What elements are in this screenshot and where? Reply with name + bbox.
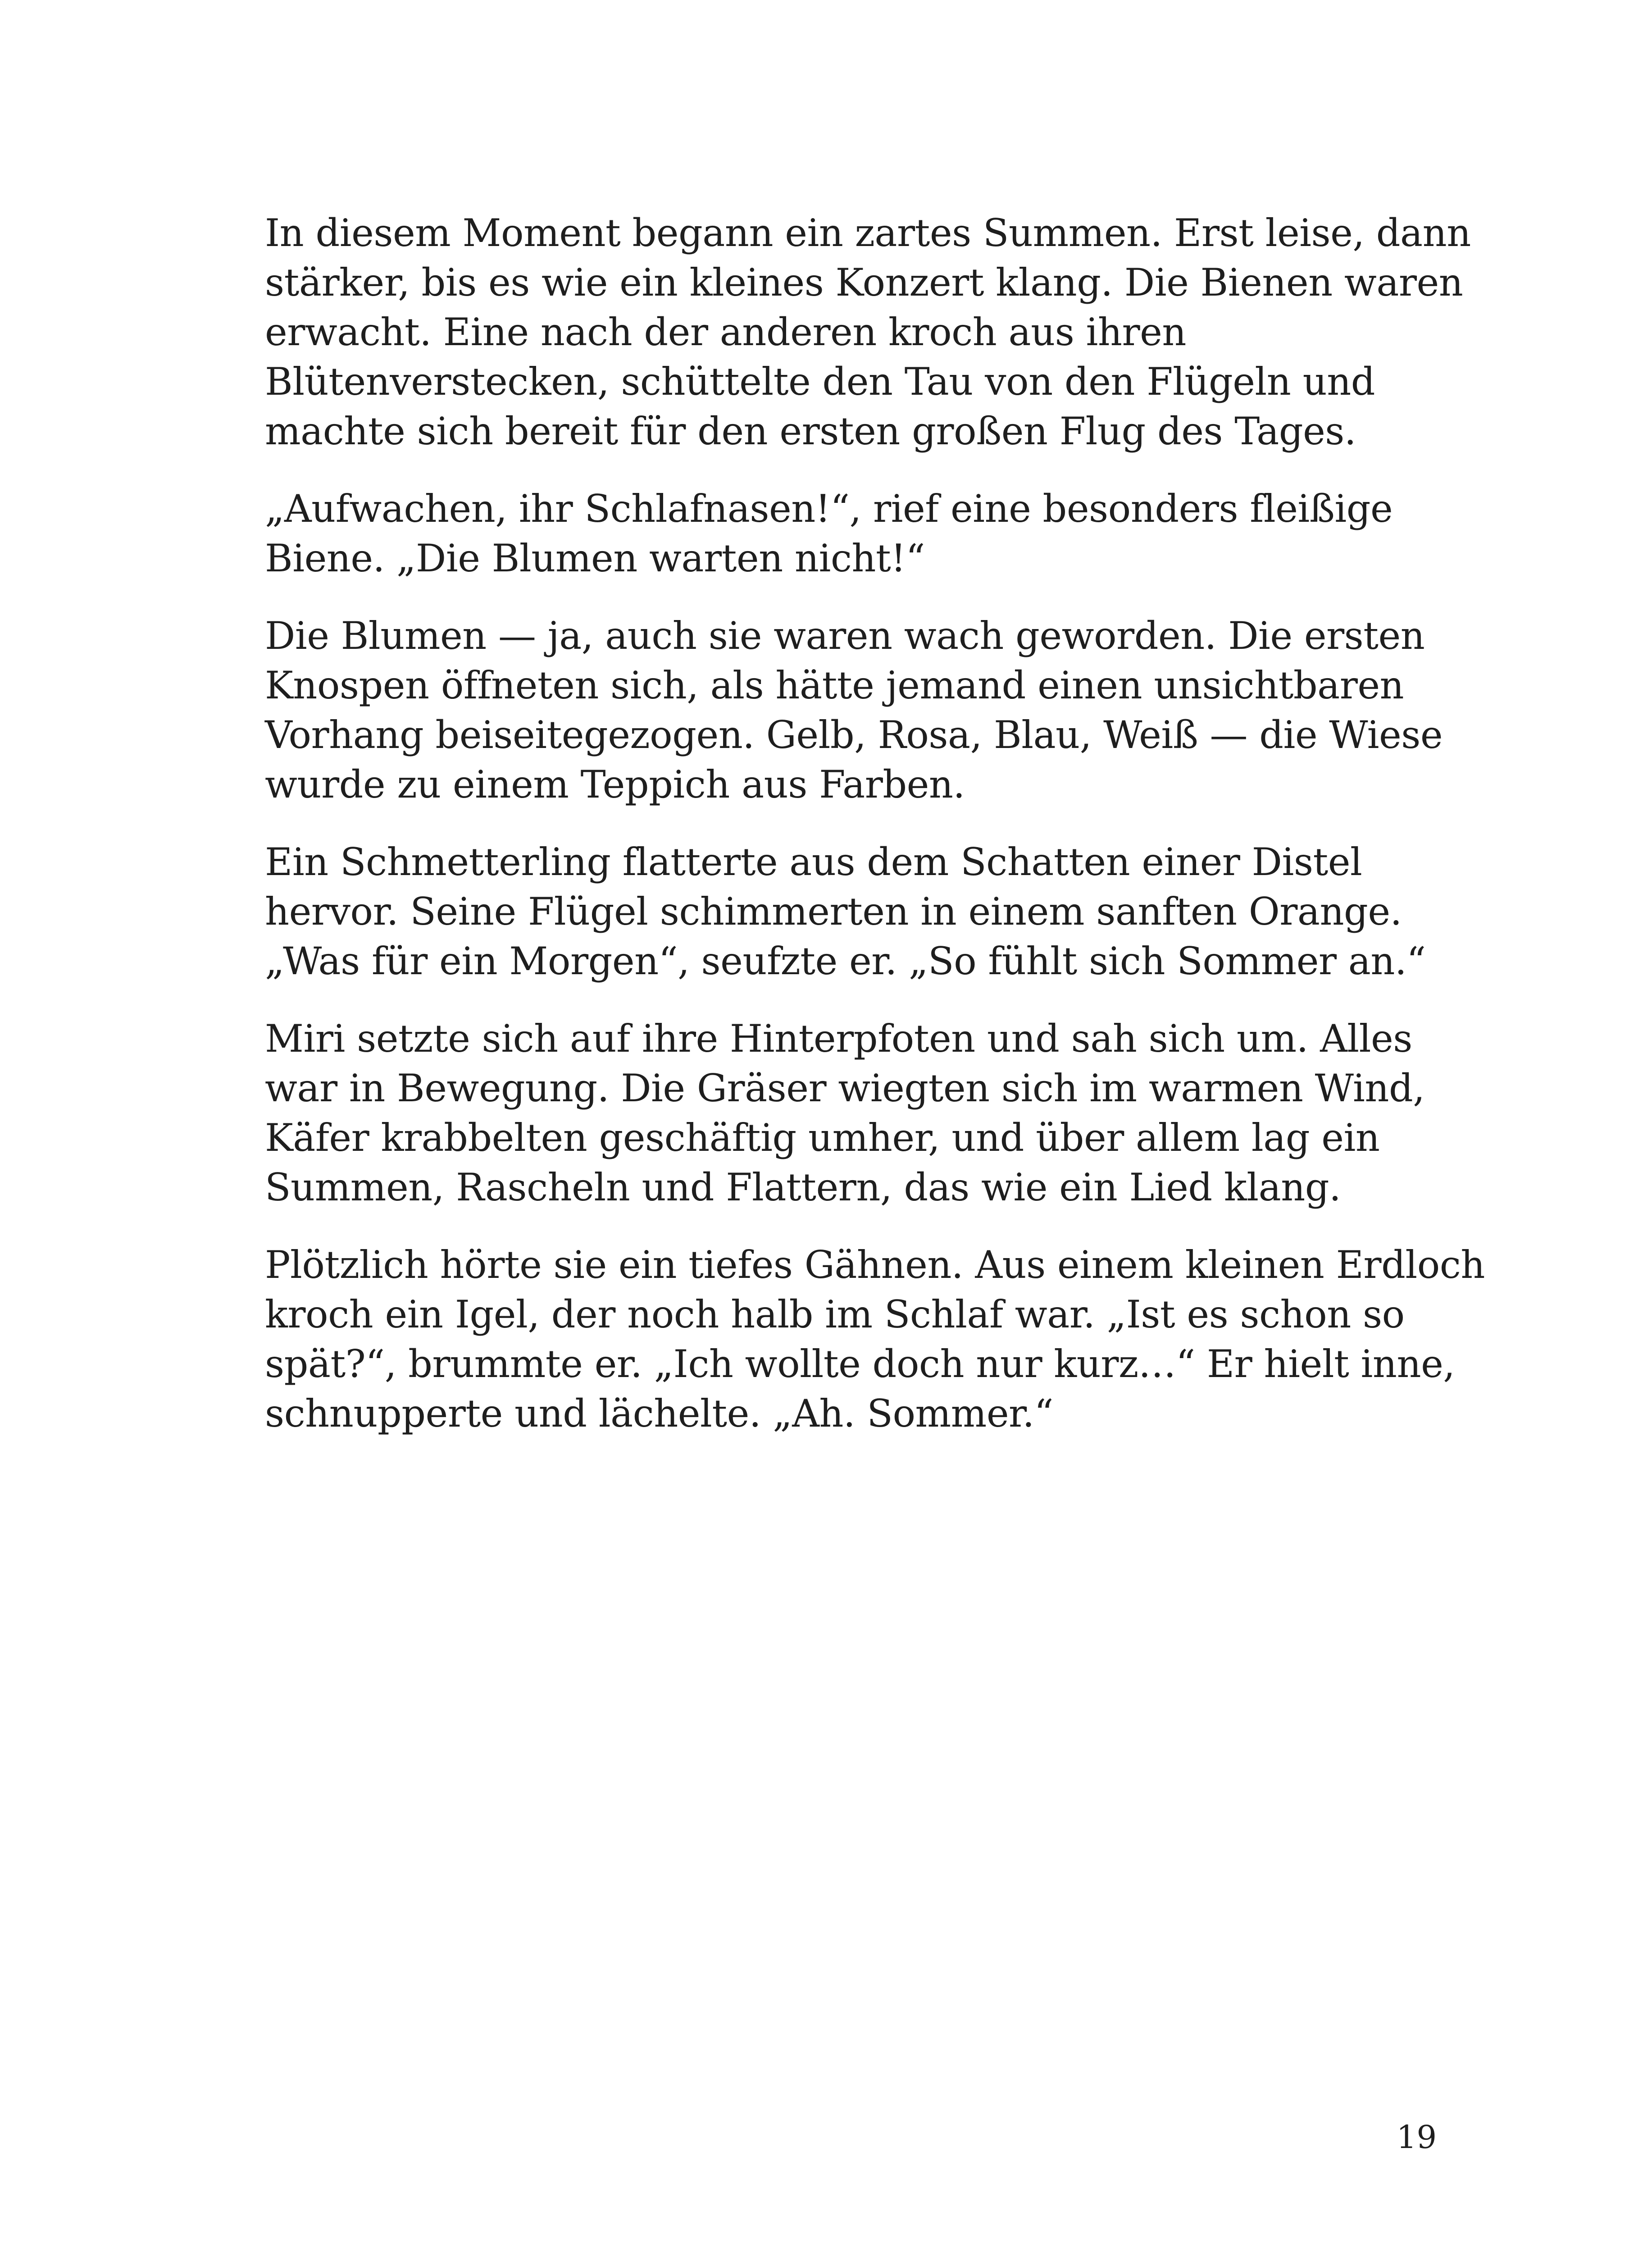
text-line: stärker, bis es wie ein kleines Konzert klang. Die Bienen waren <box>265 260 1463 305</box>
text-line: war in Bewegung. Die Gräser wiegten sich im warmen Wind, <box>265 1066 1425 1110</box>
text-line: Miri setzte sich auf ihre Hinterpfoten und sah sich um. Alles <box>265 1017 1412 1061</box>
text-line: Summen, Rascheln und Flattern, das wie ein Lied klang. <box>265 1165 1341 1209</box>
text-line: Vorhang beiseitegezogen. Gelb, Rosa, Blau, Weiß — die Wiese <box>265 713 1443 757</box>
text-line: Biene. „Die Blumen warten nicht!“ <box>265 536 925 580</box>
text-line: Ein Schmetterling flatterte aus dem Schatten einer Distel <box>265 840 1362 884</box>
paragraph <box>265 1240 1485 1438</box>
paragraph <box>265 1014 1477 1212</box>
text-line: spät?“, brummte er. „Ich wollte doch nur kurz…“ Er hielt inne, <box>265 1342 1455 1386</box>
text-line: Plötzlich hörte sie ein tiefes Gähnen. Aus einem kleinen Erdloch <box>265 1243 1485 1287</box>
text-line: wurde zu einem Teppich aus Farben. <box>265 762 965 807</box>
text-line: erwacht. Eine nach der anderen kroch aus ihren <box>265 310 1186 354</box>
paragraph <box>265 208 1477 456</box>
text-line: Knospen öffneten sich, als hätte jemand einen unsichtbaren <box>265 663 1404 707</box>
text-line: „Was für ein Morgen“, seufzte er. „So fühlt sich Sommer an.“ <box>265 939 1426 983</box>
paragraph <box>265 611 1477 809</box>
text-line: schnupperte und lächelte. „Ah. Sommer.“ <box>265 1391 1054 1436</box>
text-line: machte sich bereit für den ersten großen Flug des Tages. <box>265 409 1356 453</box>
text-line: hervor. Seine Flügel schimmerten in einem sanften Orange. <box>265 889 1402 934</box>
text-line: „Aufwachen, ihr Schlafnasen!“, rief eine besonders fleißige <box>265 487 1393 531</box>
paragraph <box>265 837 1477 986</box>
text-line: kroch ein Igel, der noch halb im Schlaf war. „Ist es schon so <box>265 1292 1405 1336</box>
text-line: Käfer krabbelten geschäftig umher, und über allem lag ein <box>265 1116 1380 1160</box>
text-line: Die Blumen — ja, auch sie waren wach geworden. Die ersten <box>265 614 1425 658</box>
paragraph <box>265 484 1477 583</box>
body-text <box>265 208 1485 1466</box>
page-number: 19 <box>1396 2119 1437 2156</box>
text-line: In diesem Moment begann ein zartes Summen. Erst leise, dann <box>265 211 1471 255</box>
text-line: Blütenverstecken, schüttelte den Tau von den Flügeln und <box>265 360 1375 404</box>
